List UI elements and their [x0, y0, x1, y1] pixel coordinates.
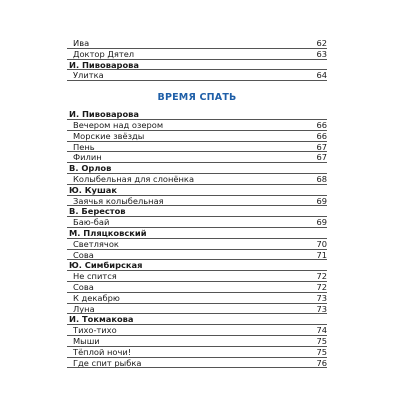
toc-entry-page: 73 — [316, 303, 327, 314]
toc-entry-page: 70 — [316, 238, 327, 249]
toc-entry-page: 63 — [316, 48, 327, 59]
toc-entry[interactable] — [67, 250, 327, 261]
toc-entry-title: Сова — [73, 249, 94, 260]
toc-entry-page: 75 — [316, 346, 327, 357]
section-title: ВРЕМЯ СПАТЬ — [157, 92, 237, 104]
toc-entry-title: Не спится — [73, 271, 117, 282]
toc-entry-page: 67 — [316, 141, 327, 152]
toc-author: И. Пивоварова — [67, 60, 327, 71]
toc-author: И. Пивоварова — [67, 109, 327, 120]
toc-entry-page: 64 — [316, 70, 327, 81]
toc-entry-page: 66 — [316, 119, 327, 130]
toc-entry[interactable] — [67, 271, 327, 282]
toc-entry-page: 66 — [316, 130, 327, 141]
toc-entry-title: К декабрю — [73, 292, 120, 303]
toc-entry-title: Колыбельная для слонёнка — [73, 173, 195, 184]
toc-entry-title: Где спит рыбка — [73, 357, 142, 368]
toc-entry[interactable] — [67, 358, 327, 369]
toc-author: В. Берестов — [67, 206, 327, 217]
toc-entry[interactable] — [67, 49, 327, 60]
toc-entry-page: 72 — [316, 281, 327, 292]
toc-entry-title: Морские звёзды — [73, 130, 145, 141]
toc-entry-page: 74 — [316, 325, 327, 336]
toc-entry[interactable] — [67, 38, 327, 49]
toc-entry-page: 62 — [316, 38, 327, 48]
toc-entry-page: 68 — [316, 173, 327, 184]
toc-entry-title: Пень — [73, 141, 95, 152]
toc-entry[interactable] — [67, 282, 327, 293]
toc-entry[interactable] — [67, 217, 327, 228]
toc-entry[interactable] — [67, 304, 327, 315]
toc-entry[interactable] — [67, 152, 327, 163]
toc-entry[interactable] — [67, 142, 327, 153]
toc-entry[interactable] — [67, 239, 327, 250]
toc-entry-title: Баю-бай — [73, 217, 110, 228]
toc-entry[interactable] — [67, 120, 327, 131]
toc-entry-title: Филин — [73, 152, 102, 163]
toc-entry[interactable] — [67, 196, 327, 207]
toc-entry[interactable] — [67, 347, 327, 358]
toc-entry-page: 69 — [316, 217, 327, 228]
toc-entry-title: Вечером над озером — [73, 119, 164, 130]
toc-entry-page: 71 — [316, 249, 327, 260]
toc-author: Ю. Кушак — [67, 185, 327, 196]
toc-entry-title: Заячья колыбельная — [73, 195, 164, 206]
toc-entry-page: 76 — [316, 357, 327, 368]
table-of-contents — [67, 38, 327, 368]
toc-entry-title: Светлячок — [73, 238, 119, 249]
toc-entry-title: Тихо-тихо — [73, 325, 117, 336]
toc-entry[interactable] — [67, 174, 327, 185]
toc-entry-page: 69 — [316, 195, 327, 206]
toc-entry[interactable] — [67, 70, 327, 81]
toc-entry[interactable] — [67, 325, 327, 336]
toc-author: М. Пляцковский — [67, 228, 327, 239]
toc-entry-title: Луна — [73, 303, 95, 314]
toc-entry-page: 75 — [316, 335, 327, 346]
toc-entry-page: 72 — [316, 271, 327, 282]
toc-entry-title: Улитка — [73, 70, 104, 81]
toc-entry-title: Тёплой ночи! — [73, 346, 132, 357]
toc-author: Ю. Симбирская — [67, 260, 327, 271]
toc-entry[interactable] — [67, 336, 327, 347]
toc-entry-title: Ива — [73, 38, 90, 48]
toc-author: В. Орлов — [67, 163, 327, 174]
toc-entry[interactable] — [67, 293, 327, 304]
toc-entry-title: Мыши — [73, 335, 100, 346]
toc-entry-title: Доктор Дятел — [73, 48, 135, 59]
toc-author: И. Токмакова — [67, 314, 327, 325]
toc-entry-title: Сова — [73, 281, 94, 292]
toc-entry[interactable] — [67, 131, 327, 142]
toc-entry-page: 67 — [316, 152, 327, 163]
toc-entry-page: 73 — [316, 292, 327, 303]
